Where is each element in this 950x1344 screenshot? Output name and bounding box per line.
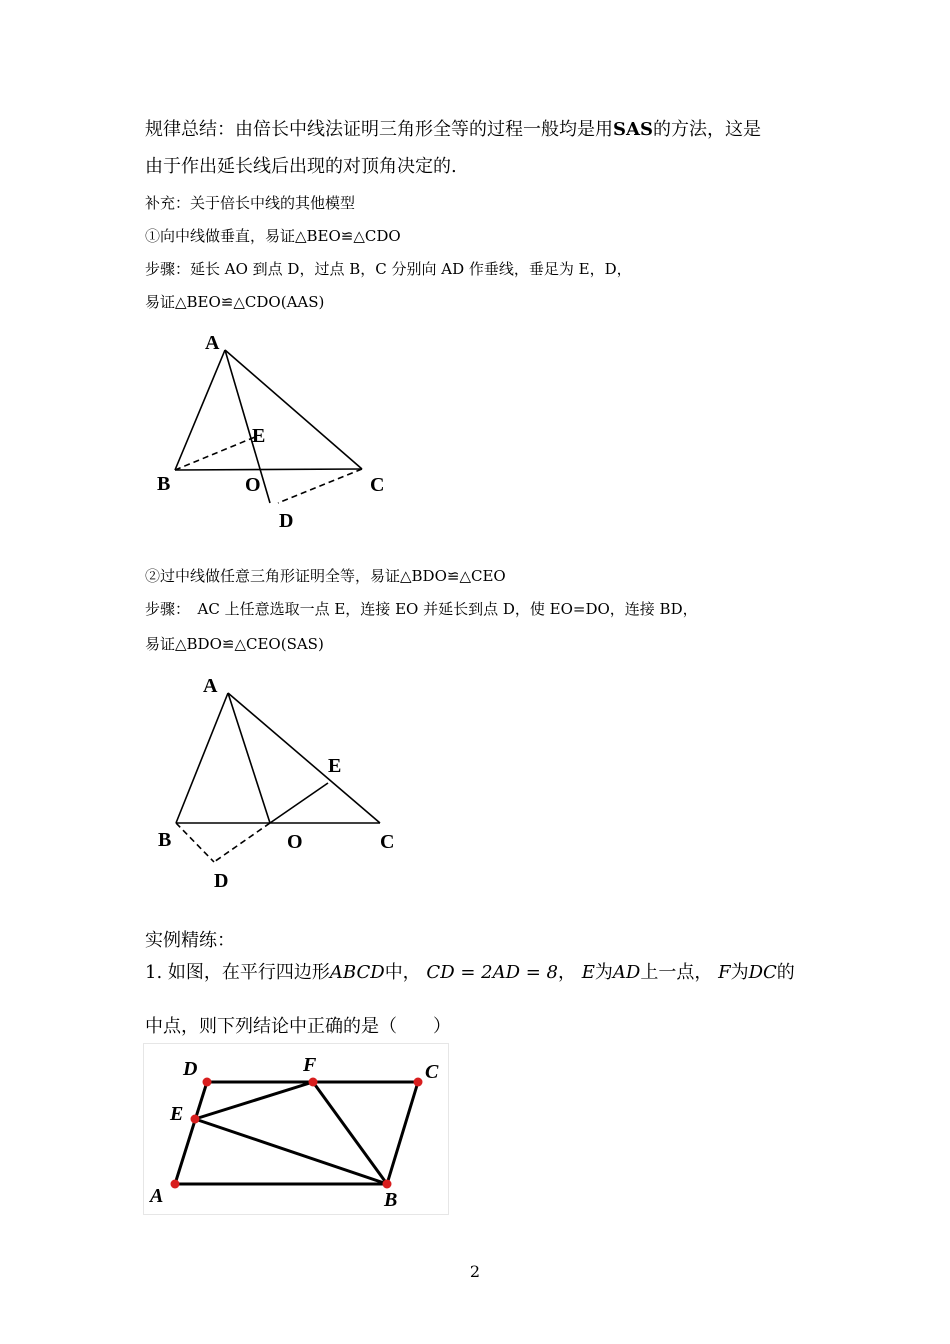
label-d: D xyxy=(279,510,294,532)
q1-f: F xyxy=(718,962,731,983)
side-ab xyxy=(175,350,225,470)
model1-steps: 步骤：延长 AO 到点 D，过点 B，C 分别向 AD 作垂线，垂足为 E，D， xyxy=(145,260,632,278)
label-b: B xyxy=(158,829,172,851)
q1-equation: CD = 2AD = 8 xyxy=(426,962,559,983)
label-d: D xyxy=(214,870,229,892)
model2-figure xyxy=(140,670,410,895)
segment-ef xyxy=(195,1082,313,1119)
point-a xyxy=(171,1180,180,1189)
summary-text-end: 的方法，这是 xyxy=(652,119,761,140)
side-ac xyxy=(228,693,380,823)
q1-text-a: 如图，在平行四边形 xyxy=(167,962,330,983)
supplement-heading: 补充：关于倍长中线的其他模型 xyxy=(145,194,356,212)
model1-figure xyxy=(140,325,400,535)
perp-cd xyxy=(278,469,362,503)
question-number: 1. xyxy=(145,962,163,983)
point-b xyxy=(383,1180,392,1189)
label-e: E xyxy=(328,755,342,777)
model1-conclusion: 易证△BEO≌△CDO(AAS) xyxy=(145,293,325,311)
segment-bd xyxy=(176,823,214,862)
side-ab xyxy=(176,693,228,823)
label-a: A xyxy=(205,332,220,354)
summary-line-2: 由于作出延长线后出现的对顶角决定的. xyxy=(145,156,457,177)
summary-line-1 xyxy=(145,115,761,141)
question-1-line-2: 中点，则下列结论中正确的是（ ） xyxy=(145,1016,451,1037)
q1-text-e: 上一点， xyxy=(640,962,713,983)
label-c: C xyxy=(425,1061,439,1083)
side-ac xyxy=(225,350,362,469)
segment-oe xyxy=(270,783,328,823)
label-f: F xyxy=(303,1054,317,1076)
point-c xyxy=(414,1078,423,1087)
label-a: A xyxy=(150,1185,164,1207)
label-e: E xyxy=(170,1103,184,1125)
label-b: B xyxy=(157,473,171,495)
label-d: D xyxy=(183,1058,198,1080)
label-c: C xyxy=(380,831,395,853)
summary-text: 规律总结：由倍长中线法证明三角形全等的过程一般均是用 xyxy=(145,119,613,140)
point-e xyxy=(191,1115,200,1124)
q1-abcd: ABCD xyxy=(329,962,385,983)
model2-steps: 步骤： AC 上任意选取一点 E，连接 EO 并延长到点 D，使 EO=DO，连接 BD， xyxy=(145,600,698,618)
label-c: C xyxy=(370,474,385,496)
point-d xyxy=(203,1078,212,1087)
example-heading: 实例精练： xyxy=(145,930,235,951)
label-o: O xyxy=(245,474,261,496)
label-e: E xyxy=(252,425,266,447)
segment-eb xyxy=(195,1119,387,1184)
parallelogram-abcd xyxy=(175,1082,418,1184)
median-ao xyxy=(228,693,270,823)
q1-text-c: ， xyxy=(558,962,577,983)
side-bc xyxy=(175,469,362,470)
page-number: 2 xyxy=(469,1262,481,1281)
model2-title: ②过中线做任意三角形证明全等，易证△BDO≌△CEO xyxy=(145,567,506,585)
parallelogram-figure xyxy=(143,1043,449,1215)
q1-text-b: 中， xyxy=(384,962,421,983)
label-a: A xyxy=(203,675,218,697)
q1-ad: AD xyxy=(612,962,641,983)
segment-od xyxy=(214,823,270,862)
label-o: O xyxy=(287,831,303,853)
segment-fb xyxy=(313,1082,387,1184)
sas-bold: SAS xyxy=(613,119,653,140)
label-b: B xyxy=(384,1189,398,1211)
q1-e: E xyxy=(581,962,595,983)
point-f xyxy=(309,1078,318,1087)
model1-title: ①向中线做垂直，易证△BEO≌△CDO xyxy=(145,227,401,245)
model2-conclusion: 易证△BDO≌△CEO(SAS) xyxy=(145,635,324,653)
q1-text-g: 的 xyxy=(776,962,795,983)
question-1-line-1 xyxy=(145,958,795,984)
q1-dc: DC xyxy=(748,962,777,983)
q1-text-d: 为 xyxy=(594,962,613,983)
q1-text-f: 为 xyxy=(730,962,749,983)
